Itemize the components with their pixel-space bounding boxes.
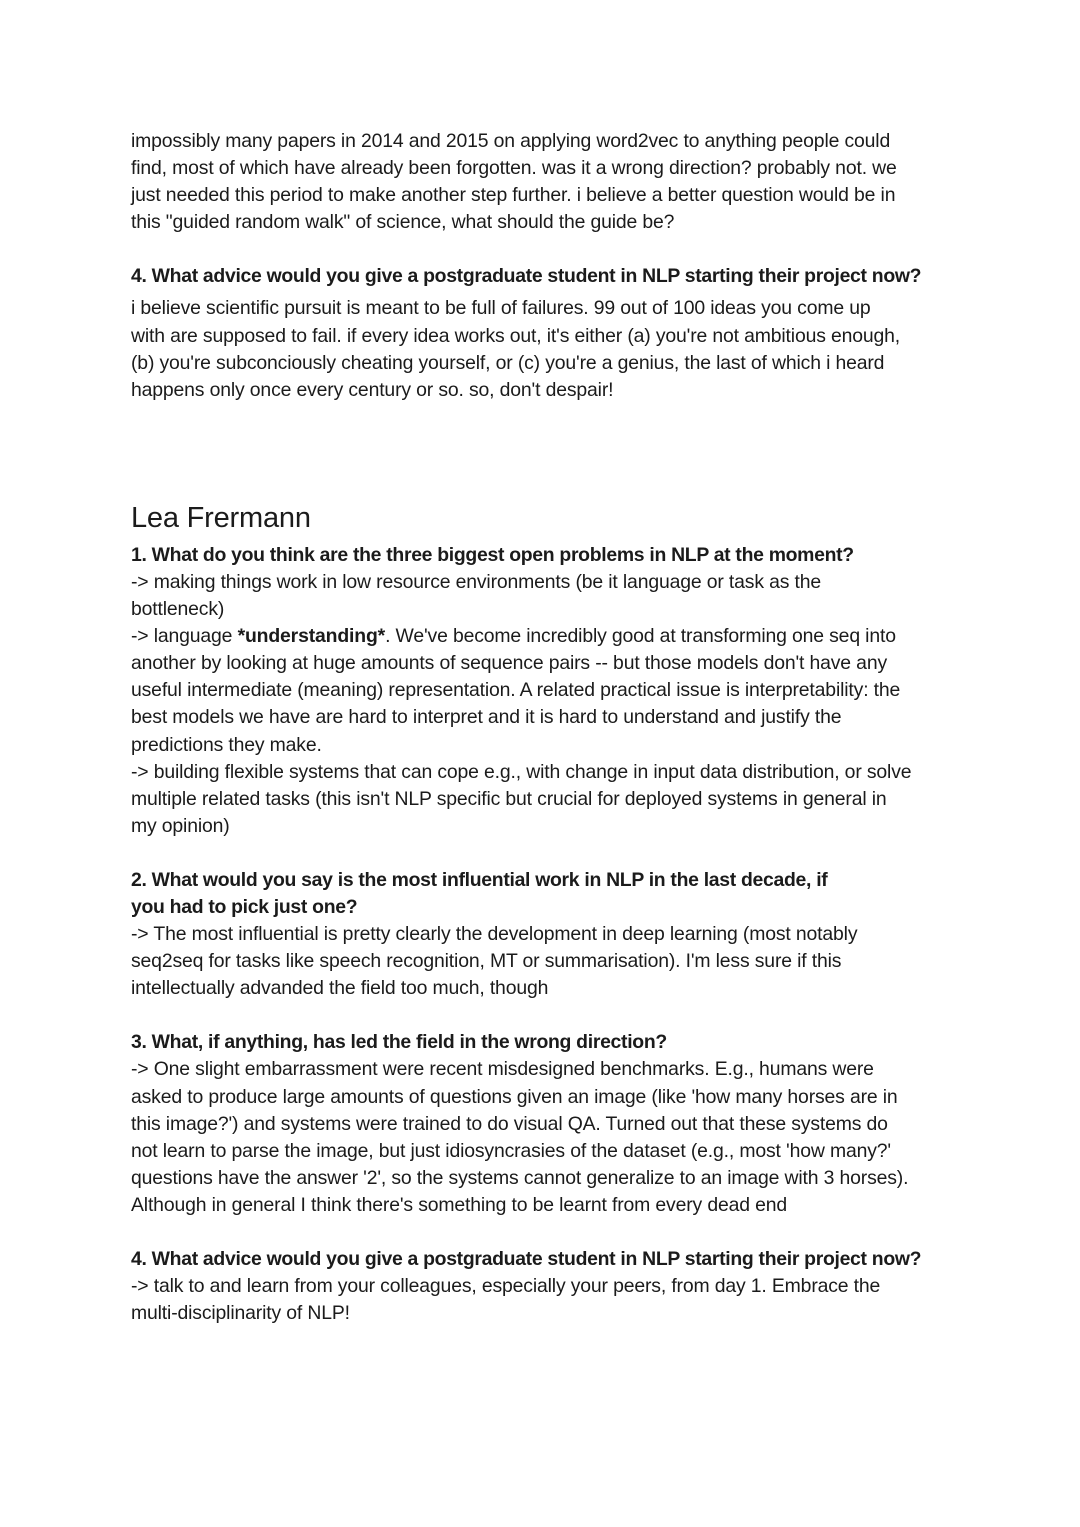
question-heading-1: 1. What do you think are the three biggest open problems in NLP at the moment? bbox=[131, 543, 854, 566]
answer-1 bbox=[131, 569, 961, 840]
emphasis-text: *understanding* bbox=[237, 625, 386, 648]
text-line: this image?') and systems were trained to do visual QA. Turned out that these systems do bbox=[131, 1112, 888, 1135]
text-line: find, most of which have already been forgotten. was it a wrong direction? probably not. we bbox=[131, 157, 897, 180]
text-line: happens only once every century or so. so, don't despair! bbox=[131, 378, 614, 401]
text-line: useful intermediate (meaning) representation. A related practical issue is interpretability: the bbox=[131, 679, 901, 702]
answer-4 bbox=[131, 1273, 961, 1327]
question-heading-2-cont: you had to pick just one? bbox=[131, 895, 358, 918]
question-heading-2: 2. What would you say is the most influential work in NLP in the last decade, if bbox=[131, 868, 828, 891]
text-line: -> building flexible systems that can cope e.g., with change in input data distribution, or solve bbox=[131, 760, 912, 783]
text-line: with are supposed to fail. if every idea works out, it's either (a) you're not ambitious enough, bbox=[131, 324, 901, 347]
document-page bbox=[131, 128, 961, 1327]
text-line: impossibly many papers in 2014 and 2015 on applying word2vec to anything people could bbox=[131, 130, 891, 152]
answer-2 bbox=[131, 921, 961, 1002]
text-span: . We've become incredibly good at transforming one seq into bbox=[385, 625, 896, 648]
text-line: -> talk to and learn from your colleagues, especially your peers, from day 1. Embrace the bbox=[131, 1275, 881, 1298]
question-heading-3: 3. What, if anything, has led the field in the wrong direction? bbox=[131, 1031, 667, 1054]
question-heading-4: 4. What advice would you give a postgraduate student in NLP starting their project now? bbox=[131, 1248, 922, 1270]
text-line: i believe scientific pursuit is meant to be full of failures. 99 out of 100 ideas you come up bbox=[131, 297, 871, 320]
text-line: predictions they make. bbox=[131, 733, 322, 756]
question-heading-4: 4. What advice would you give a postgraduate student in NLP starting their project now? bbox=[131, 265, 922, 288]
section-author-name: Lea Frermann bbox=[131, 501, 311, 534]
text-line: multiple related tasks (this isn't NLP specific but crucial for deployed systems in general in bbox=[131, 787, 887, 810]
text-line: best models we have are hard to interpret and it is hard to understand and justify the bbox=[131, 706, 842, 729]
text-line: intellectually advanded the field too much, though bbox=[131, 977, 549, 1000]
text-line: multi-disciplinarity of NLP! bbox=[131, 1302, 350, 1325]
text-line: another by looking at huge amounts of sequence pairs -- but those models don't have any bbox=[131, 652, 887, 675]
answer-3 bbox=[131, 1056, 961, 1219]
text-line: bottleneck) bbox=[131, 598, 225, 621]
text-line-mixed bbox=[131, 623, 961, 650]
text-span: -> language bbox=[131, 625, 238, 648]
text-line: not learn to parse the image, but just idiosyncrasies of the dataset (e.g., most 'how many?' bbox=[131, 1139, 891, 1162]
text-line: just needed this period to make another step further. i believe a better question would be in bbox=[131, 184, 896, 207]
text-line: questions have the answer '2', so the systems cannot generalize to an image with 3 horses). bbox=[131, 1166, 909, 1189]
answer-4 bbox=[131, 295, 961, 403]
text-line: seq2seq for tasks like speech recognition, MT or summarisation). I'm less sure if this bbox=[131, 950, 842, 973]
text-line: Although in general I think there's something to be learnt from every dead end bbox=[131, 1193, 787, 1216]
text-line: (b) you're subconciously cheating yourself, or (c) you're a genius, the last of which i heard bbox=[131, 351, 885, 374]
text-line: -> One slight embarrassment were recent misdesigned benchmarks. E.g., humans were bbox=[131, 1058, 874, 1081]
text-line: this "guided random walk" of science, what should the guide be? bbox=[131, 211, 675, 234]
text-line: my opinion) bbox=[131, 814, 230, 837]
text-line: -> The most influential is pretty clearly the development in deep learning (most notably bbox=[131, 923, 858, 946]
text-line: asked to produce large amounts of questions given an image (like 'how many horses are in bbox=[131, 1085, 898, 1108]
text-line: -> making things work in low resource environments (be it language or task as the bbox=[131, 570, 822, 593]
prev-answer-paragraph bbox=[131, 128, 961, 236]
